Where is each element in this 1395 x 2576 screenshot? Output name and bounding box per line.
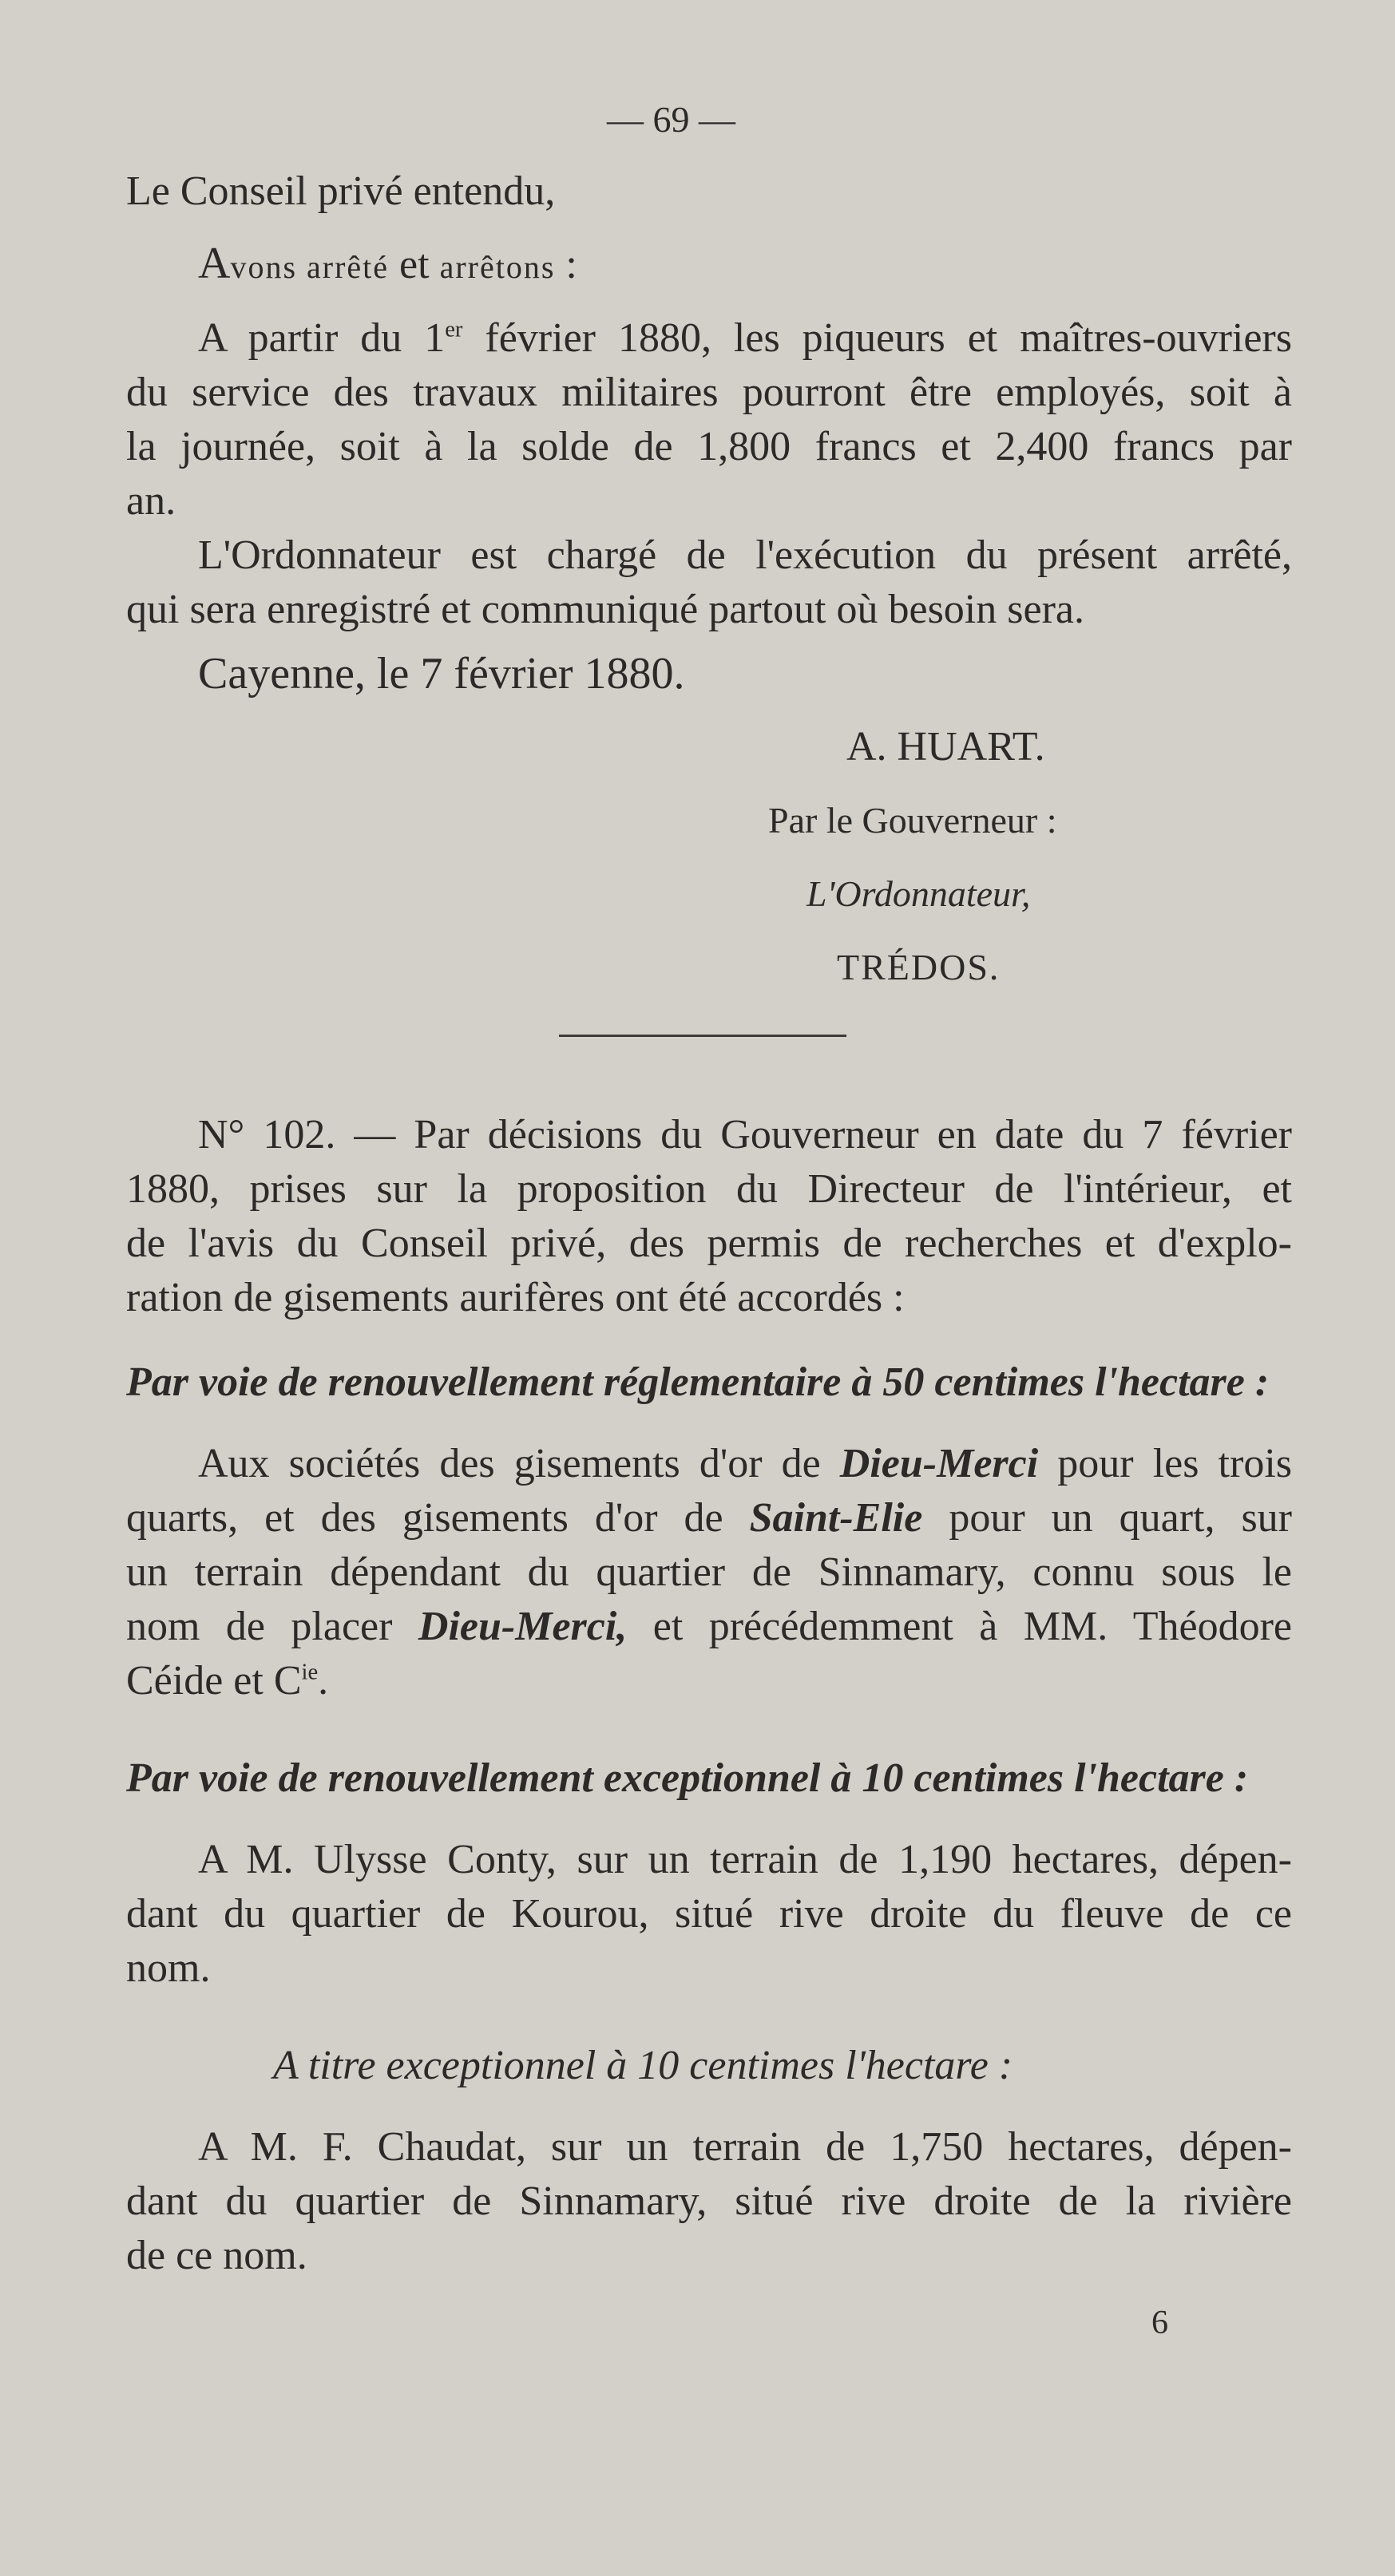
decision-line-1: N° 102. — Par décisions du Gouverneur en date du 7 février xyxy=(198,1112,1292,1157)
page-number: — 69 — xyxy=(607,99,735,140)
place-date: Cayenne, le 7 février 1880. xyxy=(198,649,685,698)
para2-line-3: nom. xyxy=(126,1945,211,1991)
para3-line-1: A M. F. Chaudat, sur un terrain de 1,750 hectares, dépen- xyxy=(198,2124,1292,2170)
decision-line-3: de l'avis du Conseil privé, des permis de recherches et d'explo- xyxy=(126,1221,1292,1266)
execution-line-2: qui sera enregistré et communiqué partout où besoin sera. xyxy=(126,587,1084,632)
heading-renouvellement-reglementaire: Par voie de renouvellement réglementaire à 50 centimes l'hectare : xyxy=(126,1359,1270,1405)
decision-line-2: 1880, prises sur la proposition du Directeur de l'intérieur, et xyxy=(126,1166,1292,1212)
para3-line-2: dant du quartier de Sinnamary, situé rive droite de la rivière xyxy=(126,2178,1292,2224)
decree-line-3: la journée, soit à la solde de 1,800 francs et 2,400 francs par xyxy=(126,424,1292,469)
decree-line-2: du service des travaux militaires pourront être employés, soit à xyxy=(126,370,1292,415)
signature-role: L'Ordonnateur, xyxy=(806,873,1031,914)
signature-par: Par le Gouverneur : xyxy=(768,800,1057,841)
para2-line-1: A M. Ulysse Conty, sur un terrain de 1,190 hectares, dépen- xyxy=(198,1837,1292,1882)
para3-line-3: de ce nom. xyxy=(126,2233,307,2278)
para1-line-1: Aux sociétés des gisements d'or de Dieu-Merci pour les trois xyxy=(198,1441,1292,1486)
signature-mark: 6 xyxy=(1151,2305,1168,2341)
heading-word: vons xyxy=(230,249,307,285)
para1-line-4: nom de placer Dieu-Merci, et précédemment à MM. Théodore xyxy=(126,1604,1292,1649)
heading-colon: : xyxy=(555,242,577,287)
para1-line-3: un terrain dépendant du quartier de Sinnamary, connu sous le xyxy=(126,1549,1292,1595)
signature-name: A. HUART. xyxy=(846,724,1045,770)
arrete-heading xyxy=(198,238,577,293)
heading-arretons: arrêtons xyxy=(439,249,556,285)
para2-line-2: dant du quartier de Kourou, situé rive droite du fleuve de ce xyxy=(126,1891,1292,1937)
opening-line: Le Conseil privé entendu, xyxy=(126,168,556,214)
execution-line-1: L'Ordonnateur est chargé de l'exécution du présent arrêté, xyxy=(198,532,1292,578)
heading-et: et xyxy=(389,242,440,287)
signature-name-2: TRÉDOS. xyxy=(837,947,1001,987)
para1-line-5: Céide et $C^{ie}$. xyxy=(126,1658,329,1703)
para1-line-2: quarts, et des gisements d'or de Saint-Elie pour un quart, sur xyxy=(126,1495,1292,1541)
section-divider xyxy=(559,1035,846,1037)
decree-line-4: an. xyxy=(126,478,176,524)
decision-line-4: ration de gisements aurifères ont été accordés : xyxy=(126,1275,905,1320)
decree-line-1: A partir du 1er février 1880, les piqueurs et maîtres-ouvriers xyxy=(198,315,1292,361)
heading-titre-exceptionnel: A titre exceptionnel à 10 centimes l'hectare : xyxy=(273,2043,1013,2088)
heading-arrete: arrêté xyxy=(307,249,390,285)
heading-renouvellement-exceptionnel: Par voie de renouvellement exceptionnel à 10 centimes l'hectare : xyxy=(126,1755,1249,1801)
heading-cap: A xyxy=(198,239,231,288)
